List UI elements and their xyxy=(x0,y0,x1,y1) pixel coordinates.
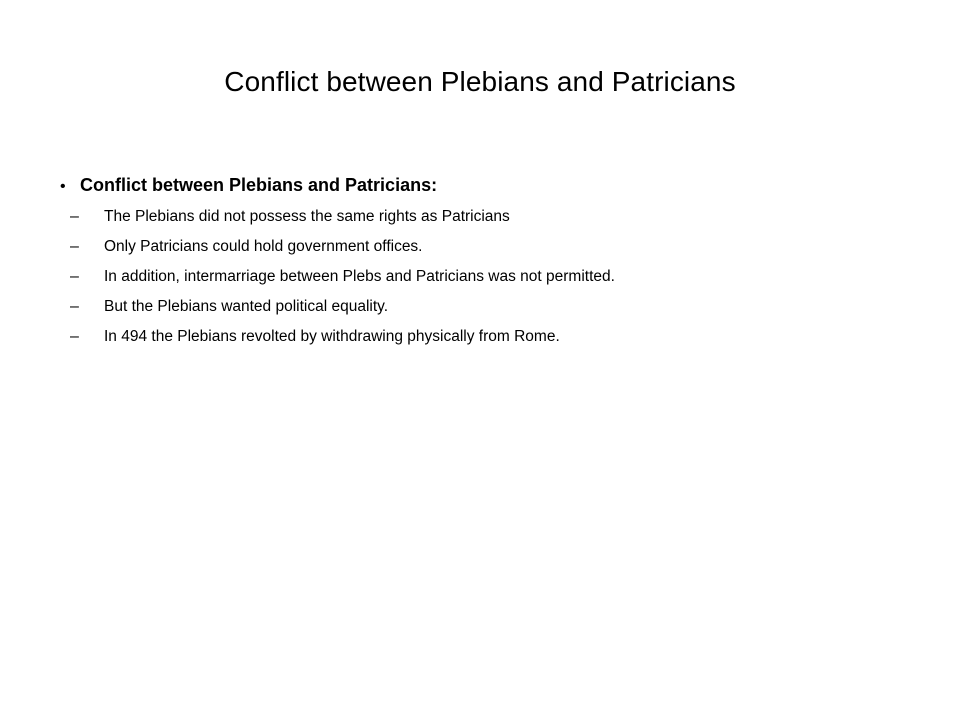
dash-icon: – xyxy=(70,208,79,225)
dash-icon: – xyxy=(70,328,79,345)
sub-bullet-text: The Plebians did not possess the same rights as Patricians xyxy=(104,208,510,225)
main-bullet-text: Conflict between Plebians and Patricians: xyxy=(80,175,438,195)
sub-bullet-text: In addition, intermarriage between Plebs and Patricians was not permitted. xyxy=(104,268,615,285)
sub-bullet-text: Only Patricians could hold government offices. xyxy=(104,238,423,255)
dash-icon: – xyxy=(70,298,79,315)
sub-bullet-item xyxy=(70,207,930,227)
main-bullet xyxy=(60,175,930,196)
sub-bullet-text: But the Plebians wanted political equality. xyxy=(104,298,389,315)
dash-icon: – xyxy=(70,268,79,285)
slide-content xyxy=(60,175,930,357)
sub-bullet-item xyxy=(70,267,930,287)
sub-bullet-item xyxy=(70,327,930,347)
sub-bullet-item xyxy=(70,297,930,317)
slide-title: Conflict between Plebians and Patricians xyxy=(224,66,736,97)
sub-bullet-text: In 494 the Plebians revolted by withdrawing physically from Rome. xyxy=(104,328,560,345)
bullet-icon: • xyxy=(60,178,66,195)
dash-icon: – xyxy=(70,238,79,255)
sub-bullet-list xyxy=(70,207,930,347)
sub-bullet-item xyxy=(70,237,930,257)
